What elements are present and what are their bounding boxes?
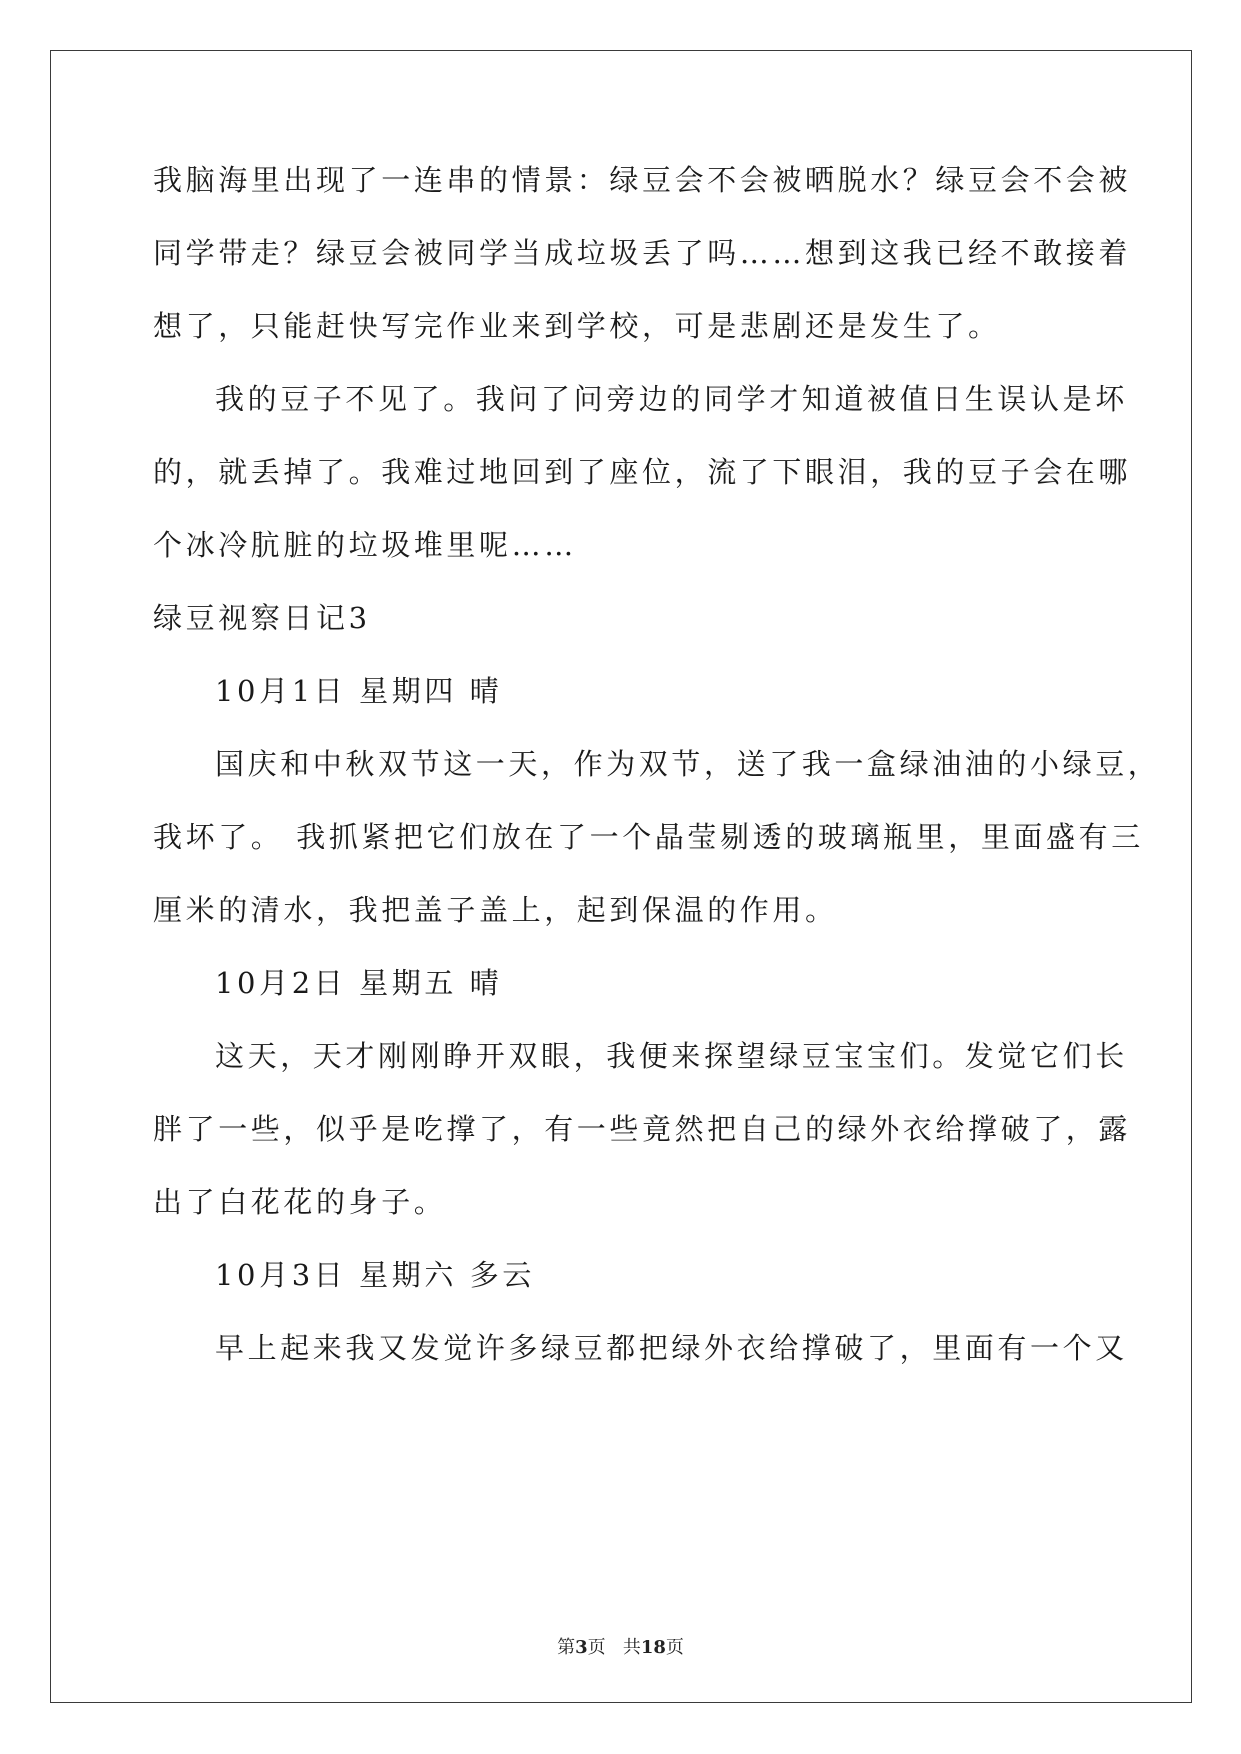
current-page-number: 3 — [575, 1637, 588, 1658]
text-line: 早上起来我又发觉许多绿豆都把绿外衣给撑破了，里面有一个又 — [215, 1331, 1128, 1365]
text-line: 这天，天才刚刚睁开双眼，我便来探望绿豆宝宝们。发觉它们长 — [215, 1039, 1128, 1073]
text-line: 想了，只能赶快写完作业来到学校，可是悲剧还是发生了。 — [153, 309, 1001, 343]
footer-page-suffix: 页 — [587, 1637, 606, 1658]
text-line: 个冰冷肮脏的垃圾堆里呢…… — [153, 528, 577, 562]
text-line: 厘米的清水，我把盖子盖上，起到保温的作用。 — [153, 893, 838, 927]
text-line: 我坏了。 我抓紧把它们放在了一个晶莹剔透的玻璃瓶里，里面盛有三 — [153, 820, 1144, 854]
footer-total-prefix: 共 — [622, 1637, 641, 1658]
text-line: 我脑海里出现了一连串的情景：绿豆会不会被晒脱水？绿豆会不会被 — [153, 163, 1132, 197]
diary-date: 10月3日 星期六 多云 — [215, 1258, 535, 1292]
section-heading: 绿豆视察日记3 — [153, 601, 371, 635]
text-line: 胖了一些，似乎是吃撑了，有一些竟然把自己的绿外衣给撑破了，露 — [153, 1112, 1132, 1146]
text-line: 国庆和中秋双节这一天，作为双节，送了我一盒绿油油的小绿豆， — [215, 747, 1161, 781]
text-line: 的，就丢掉了。我难过地回到了座位，流了下眼泪，我的豆子会在哪 — [153, 455, 1132, 489]
page-footer — [0, 1633, 1241, 1659]
text-line: 出了白花花的身子。 — [153, 1185, 447, 1219]
page-border — [50, 50, 1192, 1703]
text-line: 同学带走？绿豆会被同学当成垃圾丢了吗……想到这我已经不敢接着 — [153, 236, 1132, 270]
total-page-count: 18 — [640, 1637, 666, 1658]
diary-date: 10月1日 星期四 晴 — [215, 674, 503, 708]
diary-date: 10月2日 星期五 晴 — [215, 966, 503, 1000]
text-line: 我的豆子不见了。我问了问旁边的同学才知道被值日生误认是坏 — [215, 382, 1128, 416]
footer-total-suffix: 页 — [665, 1637, 684, 1658]
footer-prefix: 第 — [557, 1637, 576, 1658]
